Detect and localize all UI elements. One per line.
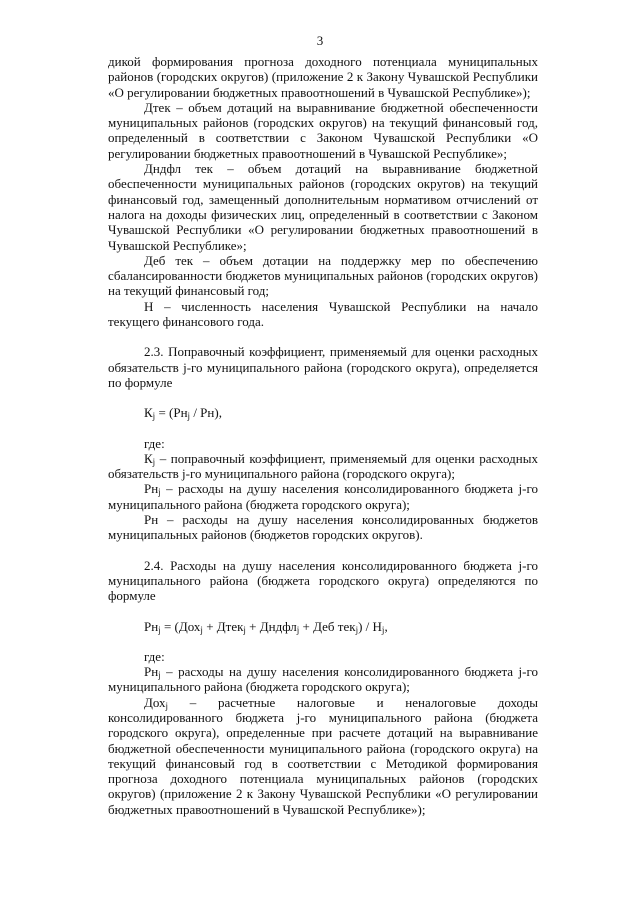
formula (108, 619, 538, 634)
text-run: = (Рн (155, 405, 188, 421)
spacer (108, 543, 538, 558)
text-run: – расчетные налоговые и неналоговые доходы консолидированного бюджета j-го муниципального района (бюджета городского округа), определенные при расчете дотаций на выравнивание бюджетной обеспеченности муниципального района (городского округа) на текущий финансовый год в соответствии с Методикой формирования прогноза доходного потенциала муниципальных районов (городских округов) (приложение 2 к Закону Чувашской Республики «О регулировании бюджетных правоотношений в Чувашской Республике»); (108, 694, 538, 817)
paragraph: где: (144, 435, 165, 451)
paragraph: Дтек – объем дотаций на выравнивание бюджетной обеспеченности муниципальных районов (городских округов) на текущий финансовый год, определенный в соответствии с Законом Чувашской Республики «О регулировании бюджетных правоотношений в Чувашской Республике»; (108, 99, 538, 161)
paragraph: где: (144, 648, 165, 664)
text-run: + Дтек (202, 618, 244, 634)
subscript: j (158, 487, 161, 498)
text-run: Рн (144, 618, 159, 634)
text-run: К (144, 405, 153, 421)
subscript: j (158, 624, 161, 635)
subscript: j (200, 624, 203, 635)
subscript: j (187, 411, 191, 422)
paragraph: Н – численность населения Чувашской Республики на начало текущего финансового года. (108, 298, 538, 330)
paragraph: 2.4. Расходы на душу населения консолидированного бюджета j-го муниципального района (бюджета городского округа) определяются по формуле (108, 557, 538, 604)
paragraph (108, 481, 538, 512)
page-number: 3 (316, 33, 324, 48)
subscript: j (152, 456, 156, 467)
text-run: К (144, 450, 153, 466)
text-run: + Дндфл (245, 618, 297, 634)
spacer (108, 634, 538, 649)
formula (108, 405, 538, 420)
spacer (108, 329, 538, 344)
text-run: Рн (144, 481, 159, 497)
spacer (108, 421, 538, 436)
text-run: = (Дох (160, 618, 201, 634)
text-run: + Деб тек (299, 618, 356, 634)
text-run: , (384, 618, 388, 634)
subscript: j (158, 670, 161, 681)
paragraph (108, 451, 538, 482)
text-run: Дох (144, 694, 166, 710)
paragraph (108, 664, 538, 695)
text-run: Рн (144, 664, 159, 680)
subscript: j (381, 624, 385, 635)
paragraph: Деб тек – объем дотации на поддержку мер по обеспечению сбалансированности бюджетов муниципальных районов (городских округов) на текущий финансовый год; (108, 252, 538, 299)
paragraph (108, 695, 538, 817)
document-body (108, 54, 538, 817)
subscript: j (296, 624, 300, 635)
subscript: j (165, 700, 169, 711)
text-run: – расходы на душу населения консолидированного бюджета j-го муниципального района (бюджета городского округа); (108, 664, 538, 695)
text-run: – расходы на душу населения консолидированного бюджета j-го муниципального района (бюджета городского округа); (108, 481, 538, 512)
spacer (108, 604, 538, 619)
subscript: j (243, 624, 246, 635)
text-run: / Рн), (190, 405, 222, 421)
paragraph: Рн – расходы на душу населения консолидированных бюджетов муниципальных районов (бюджетов городских округов). (108, 512, 538, 543)
text-run: – поправочный коэффициент, применяемый для оценки расходных обязательств j-го муниципального района (городского округа); (108, 450, 538, 482)
text-run: ) / Н (358, 618, 382, 634)
subscript: j (355, 624, 359, 635)
paragraph: Дндфл тек – объем дотаций на выравнивание бюджетной обеспеченности муниципальных районов (городских округов) на текущий финансовый год, замещенный дополнительным нормативом отчислений от налога на доходы физических лиц, определенный в соответствии с Законом Чувашской Республики «О регулировании бюджетных правоотношений в Чувашской Республике»; (108, 161, 538, 253)
spacer (108, 390, 538, 405)
subscript: j (152, 411, 156, 422)
paragraph: дикой формирования прогноза доходного потенциала муниципальных районов (городских округов) (приложение 2 к Закону Чувашской Республики «О регулировании бюджетных правоотношений в Чувашской Республике»); (108, 54, 538, 100)
paragraph: 2.3. Поправочный коэффициент, применяемый для оценки расходных обязательств j-го муниципального района (городского округа), определяется по формуле (108, 344, 538, 390)
